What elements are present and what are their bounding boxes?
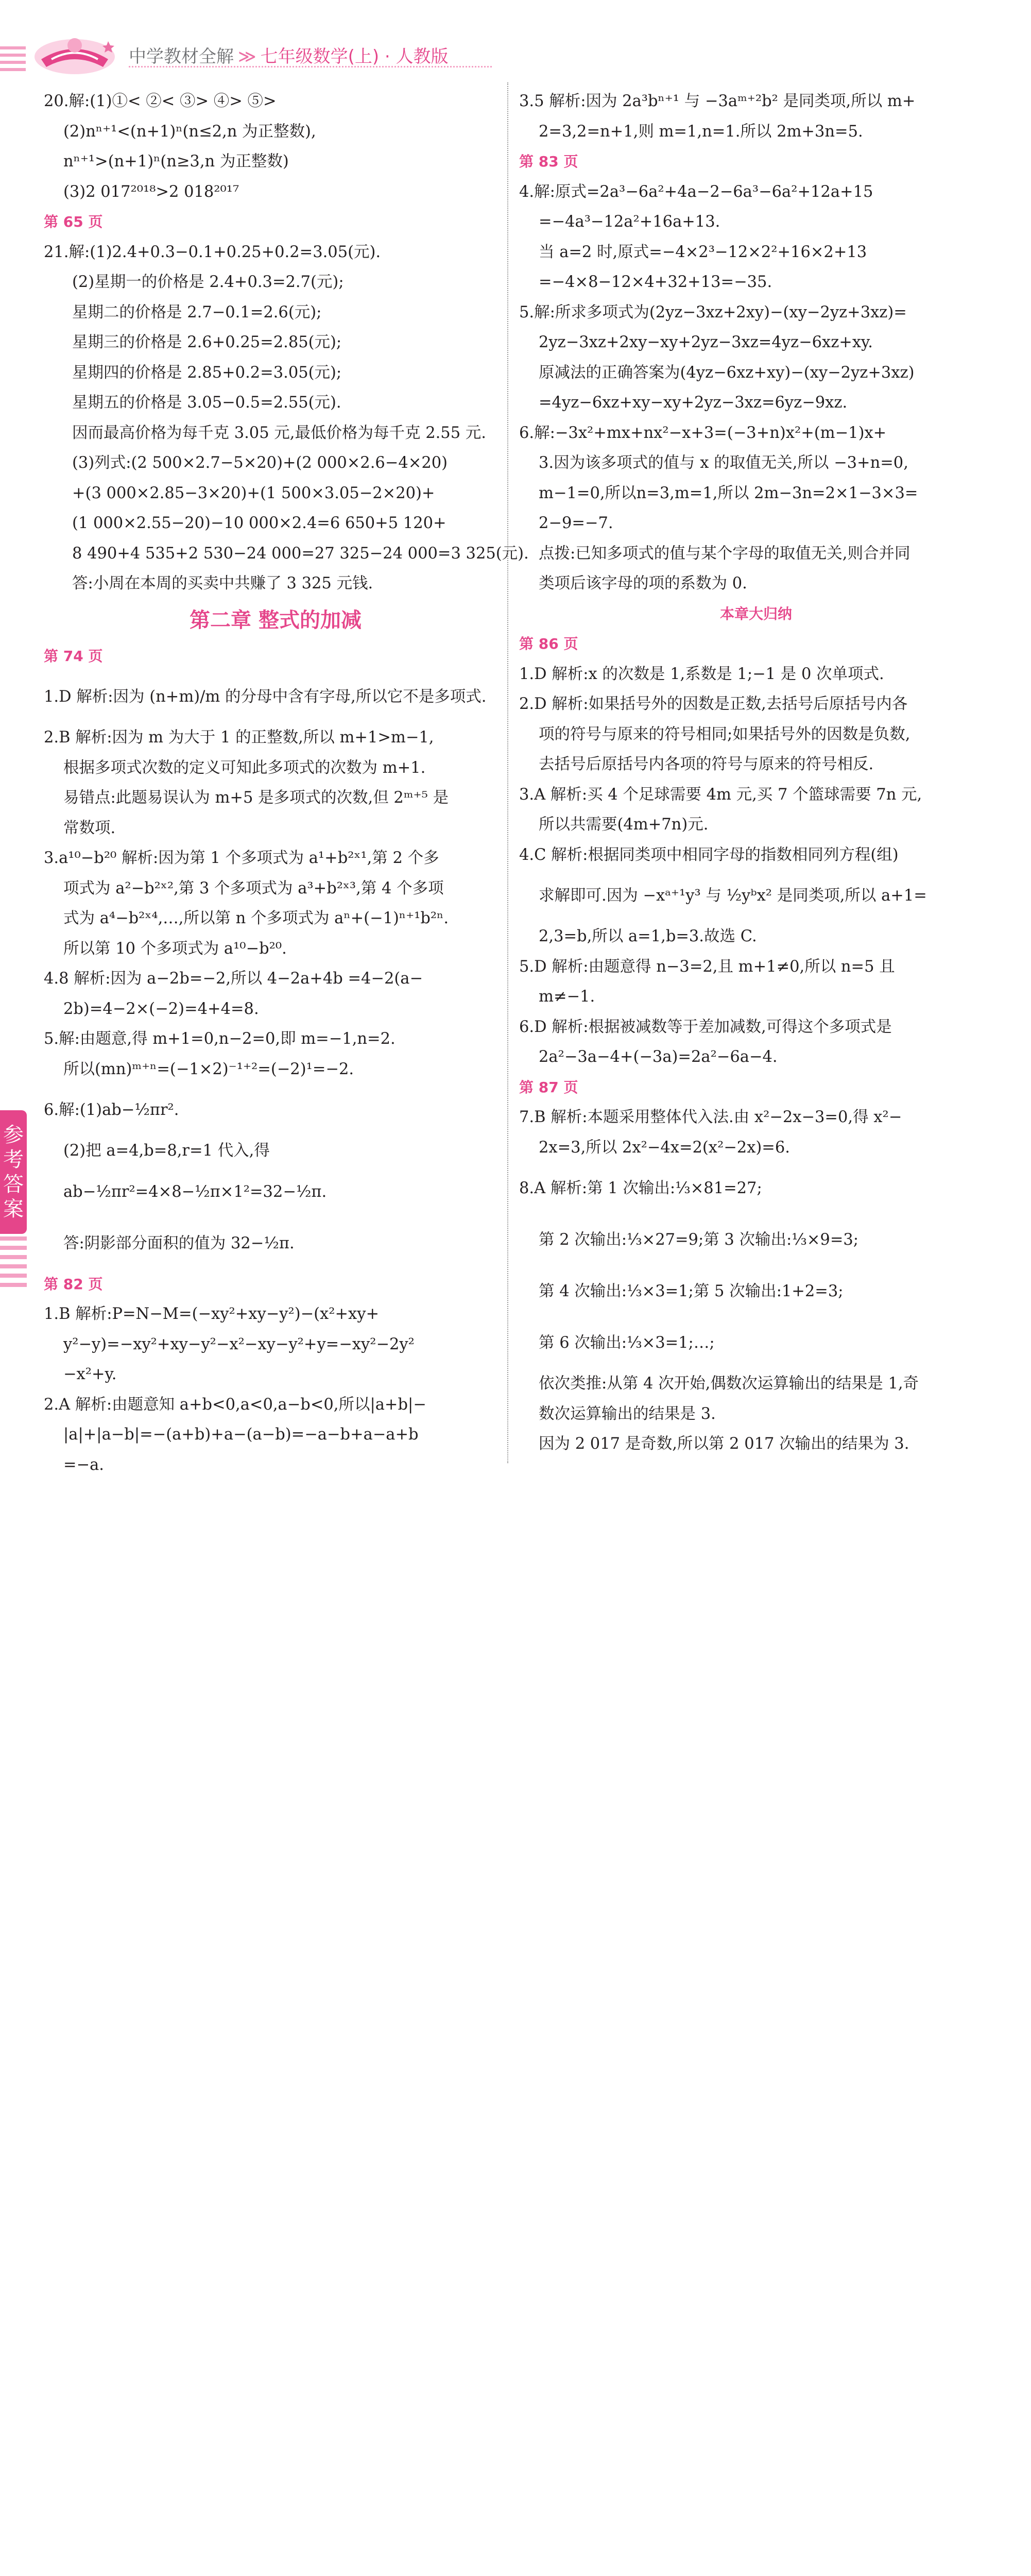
answer-line: 6.解:−3x²+mx+nx²−x+3=(−3+n)x²+(m−1)x+: [519, 423, 887, 442]
answer-line: 因而最高价格为每千克 3.05 元,最低价格为每千克 2.55 元.: [72, 423, 486, 442]
answer-line: 求解即可.因为 −xᵃ⁺¹y³ 与 ½yᵇx² 是同类项,所以 a+1=: [539, 887, 927, 905]
side-tab-char: 参: [3, 1123, 24, 1147]
answer-line: 依次类推:从第 4 次开始,偶数次运算输出的结果是 1,奇: [539, 1375, 919, 1393]
answer-line: (3)列式:(2 500×2.7−5×20)+(2 000×2.6−4×20): [72, 454, 448, 472]
answer-line: y²−y)=−xy²+xy−y²−x²−xy−y²+y=−xy²−2y²: [63, 1335, 415, 1353]
answer-line: =−a.: [63, 1455, 104, 1474]
answer-line: 3.a¹⁰−b²⁰ 解析:因为第 1 个多项式为 a¹+b²ˣ¹,第 2 个多: [44, 849, 439, 867]
answer-line: +(3 000×2.85−3×20)+(1 500×3.05−2×20)+: [72, 484, 435, 502]
answer-line: 2b)=4−2×(−2)=4+4=8.: [63, 999, 259, 1018]
answer-line: 3.因为该多项式的值与 x 的取值无关,所以 −3+n=0,: [539, 454, 908, 472]
answer-line: 所以第 10 个多项式为 a¹⁰−b²⁰.: [63, 939, 287, 958]
answer-line: 6.解:(1)ab−½πr².: [44, 1101, 179, 1119]
answer-line: 4.解:原式=2a³−6a²+4a−2−6a³−6a²+12a+15: [519, 182, 873, 201]
answer-line: 2yz−3xz+2xy−xy+2yz−3xz=4yz−6xz+xy.: [539, 333, 873, 351]
answer-line: m≠−1.: [539, 988, 595, 1006]
answer-line: −x²+y.: [63, 1365, 117, 1383]
answer-line: 4.8 解析:因为 a−2b=−2,所以 4−2a+4b =4−2(a−: [44, 970, 423, 988]
answer-line: 5.D 解析:由题意得 n−3=2,且 m+1≠0,所以 n=5 且: [519, 957, 895, 976]
answer-line: 3.A 解析:买 4 个足球需要 4m 元,买 7 个篮球需要 7n 元,: [519, 785, 922, 804]
page-reference-heading: 第 83 页: [519, 153, 578, 170]
page-reference-heading: 第 87 页: [519, 1078, 578, 1096]
answer-line: 3.5 解析:因为 2a³bⁿ⁺¹ 与 −3aᵐ⁺²b² 是同类项,所以 m+: [519, 92, 916, 110]
answer-line: 去括号后原括号内各项的符号与原来的符号相反.: [539, 755, 874, 773]
answer-line: 第 6 次输出:⅓×3=1;…;: [539, 1334, 715, 1352]
answer-line: 5.解:由题意,得 m+1=0,n−2=0,即 m=−1,n=2.: [44, 1030, 396, 1048]
page-reference-heading: 第 65 页: [44, 213, 103, 230]
answer-line: 2x=3,所以 2x²−4x=2(x²−2x)=6.: [539, 1138, 790, 1157]
book-logo-icon: [31, 31, 118, 77]
right-column: [519, 87, 993, 1460]
answer-line: 2.B 解析:因为 m 为大于 1 的正整数,所以 m+1>m−1,: [44, 728, 434, 747]
answer-line: (2)把 a=4,b=8,r=1 代入,得: [63, 1142, 270, 1160]
answer-line: 式为 a⁴−b²ˣ⁴,…,所以第 n 个多项式为 aⁿ+(−1)ⁿ⁺¹b²ⁿ.: [63, 909, 449, 927]
side-tab-char: 考: [3, 1148, 24, 1172]
column-divider: [507, 82, 508, 1463]
answer-line: 5.解:所求多项式为(2yz−3xz+2xy)−(xy−2yz+3xz)=: [519, 303, 907, 321]
answer-line: 类项后该字母的项的系数为 0.: [539, 574, 747, 592]
header-title: [129, 42, 449, 67]
answer-line: ab−½πr²=4×8−½π×1²=32−½π.: [63, 1182, 327, 1201]
answer-line: (2)nⁿ⁺¹<(n+1)ⁿ(n≤2,n 为正整数),: [63, 122, 316, 141]
answer-line: 点拨:已知多项式的值与某个字母的取值无关,则合并同: [539, 544, 910, 563]
answer-line: 21.解:(1)2.4+0.3−0.1+0.25+0.2=3.05(元).: [44, 243, 381, 261]
answer-line: 2,3=b,所以 a=1,b=3.故选 C.: [539, 927, 757, 945]
answer-line: 2.D 解析:如果括号外的因数是正数,去括号后原括号内各: [519, 695, 908, 713]
answer-line: 当 a=2 时,原式=−4×2³−12×2²+16×2+13: [539, 243, 867, 261]
chapter-title: 第二章 整式的加减: [190, 608, 362, 632]
answer-line: 因为 2 017 是奇数,所以第 2 017 次输出的结果为 3.: [539, 1435, 909, 1453]
header-rule: [129, 66, 492, 67]
answer-line: 数次运算输出的结果是 3.: [539, 1404, 716, 1423]
answer-line: 常数项.: [63, 819, 116, 837]
answer-line: 7.B 解析:本题采用整体代入法.由 x²−2x−3=0,得 x²−: [519, 1108, 902, 1126]
answer-line: (3)2 017²⁰¹⁸>2 018²⁰¹⁷: [63, 182, 239, 201]
page-footer: [0, 1463, 1031, 1540]
answer-line: 星期五的价格是 3.05−0.5=2.55(元).: [72, 394, 341, 412]
answer-line: 第 4 次输出:⅓×3=1;第 5 次输出:1+2=3;: [539, 1282, 844, 1300]
page-reference-heading: 第 86 页: [519, 635, 578, 652]
answer-line: 6.D 解析:根据被减数等于差加减数,可得这个多项式是: [519, 1018, 892, 1036]
section-title: 本章大归纳: [719, 605, 792, 622]
answer-line: 星期二的价格是 2.7−0.1=2.6(元);: [72, 303, 322, 321]
answer-line: 8 490+4 535+2 530−24 000=27 325−24 000=3 325(元).: [72, 544, 529, 563]
left-column: [44, 87, 529, 1480]
header-subtitle: 七年级数学(上) · 人教版: [260, 46, 449, 67]
answer-line: 答:小周在本周的买卖中共赚了 3 325 元钱.: [72, 574, 373, 592]
answer-line: 4.C 解析:根据同类项中相同字母的指数相同列方程(组): [519, 845, 899, 864]
answer-line: (1 000×2.55−20)−10 000×2.4=6 650+5 120+: [72, 514, 446, 532]
answer-line: 1.D 解析:因为 (n+m)/m 的分母中含有字母,所以它不是多项式.: [44, 688, 487, 706]
answer-line: 原减法的正确答案为(4yz−6xz+xy)−(xy−2yz+3xz): [539, 363, 915, 382]
answer-line: =4yz−6xz+xy−xy+2yz−3xz=6yz−9xz.: [539, 394, 848, 412]
answer-line: 2a²−3a−4+(−3a)=2a²−6a−4.: [539, 1048, 778, 1066]
answer-line: nⁿ⁺¹>(n+1)ⁿ(n≥3,n 为正整数): [63, 152, 289, 171]
side-stripes: [0, 1236, 27, 1293]
answer-line: 所以(mn)ᵐ⁺ⁿ=(−1×2)⁻¹⁺²=(−2)¹=−2.: [63, 1060, 354, 1078]
header-separator: ≫: [238, 46, 256, 67]
answer-line: =−4×8−12×4+32+13=−35.: [539, 273, 772, 291]
answer-line: 8.A 解析:第 1 次输出:⅓×81=27;: [519, 1179, 762, 1197]
answer-line: 1.D 解析:x 的次数是 1,系数是 1;−1 是 0 次单项式.: [519, 665, 884, 683]
answer-line: 20.解:(1)①< ②< ③> ④> ⑤>: [44, 92, 277, 110]
side-tab-char: 案: [3, 1197, 24, 1221]
answer-line: 1.B 解析:P=N−M=(−xy²+xy−y²)−(x²+xy+: [44, 1305, 380, 1323]
answer-line: 星期三的价格是 2.6+0.25=2.85(元);: [72, 333, 342, 351]
answer-line: |a|+|a−b|=−(a+b)+a−(a−b)=−a−b+a−a+b: [63, 1426, 419, 1444]
answer-line: =−4a³−12a²+16a+13.: [539, 213, 720, 231]
answer-line: 项的符号与原来的符号相同;如果括号外的因数是负数,: [539, 725, 910, 743]
answer-line: 2=3,2=n+1,则 m=1,n=1.所以 2m+3n=5.: [539, 122, 863, 141]
page-reference-heading: 第 82 页: [44, 1275, 103, 1293]
answer-line: 星期四的价格是 2.85+0.2=3.05(元);: [72, 363, 342, 382]
page-reference-heading: 第 74 页: [44, 647, 103, 665]
answer-line: 第 2 次输出:⅓×27=9;第 3 次输出:⅓×9=3;: [539, 1231, 859, 1249]
answer-key-side-tab: [0, 1110, 27, 1234]
answer-line: m−1=0,所以n=3,m=1,所以 2m−3n=2×1−3×3=: [539, 484, 918, 502]
answer-line: 项式为 a²−b²ˣ²,第 3 个多项式为 a³+b²ˣ³,第 4 个多项: [63, 879, 444, 897]
answer-line: 所以共需要(4m+7n)元.: [539, 816, 709, 834]
answer-line: 答:阴影部分面积的值为 32−½π.: [63, 1234, 295, 1252]
header-stripes: [0, 46, 26, 77]
answer-line: 2−9=−7.: [539, 514, 613, 532]
answer-line: 根据多项式次数的定义可知此多项式的次数为 m+1.: [63, 758, 426, 777]
answer-line: 2.A 解析:由题意知 a+b<0,a<0,a−b<0,所以|a+b|−: [44, 1395, 426, 1414]
page-header: [0, 0, 1031, 77]
answer-line: (2)星期一的价格是 2.4+0.3=2.7(元);: [72, 273, 344, 291]
side-tab-char: 答: [3, 1173, 24, 1196]
answer-line: 易错点:此题易误认为 m+5 是多项式的次数,但 2ᵐ⁺⁵ 是: [63, 789, 449, 807]
book-name: 中学教材全解: [129, 46, 234, 67]
